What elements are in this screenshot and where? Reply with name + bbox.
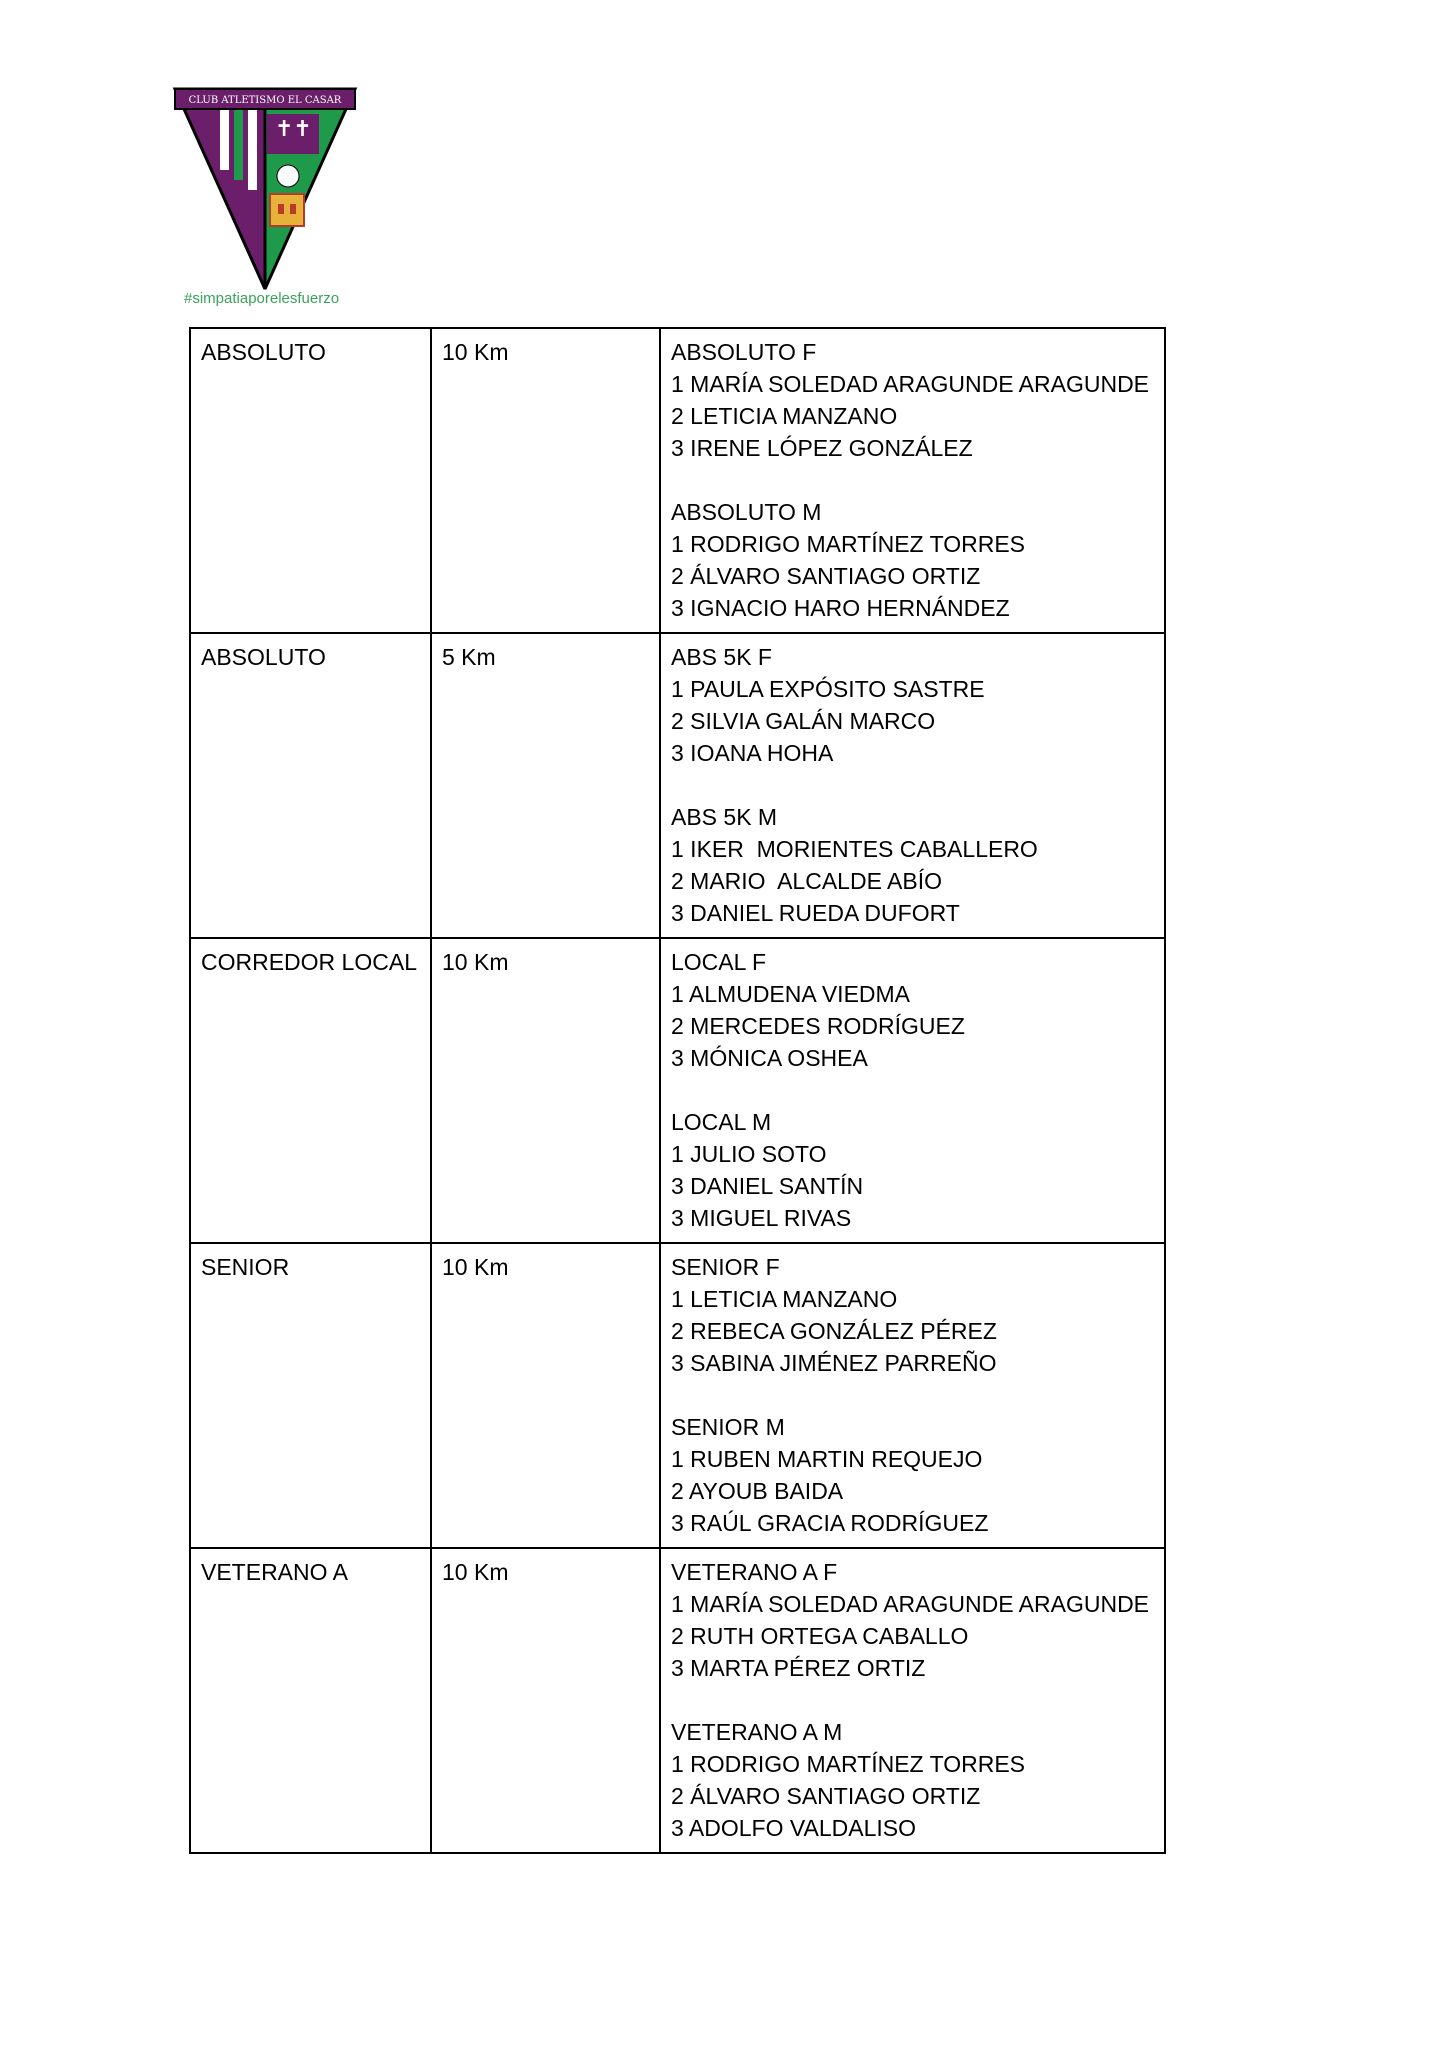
winner-entry: 2 REBECA GONZÁLEZ PÉREZ [671,1318,997,1344]
winners-cell [660,328,1165,633]
winner-entry: 3 IRENE LÓPEZ GONZÁLEZ [671,435,973,461]
winner-entry: 3 DANIEL SANTÍN [671,1173,864,1199]
winner-entry: 3 IGNACIO HARO HERNÁNDEZ [671,595,1010,621]
group-spacer [671,1074,1154,1106]
winner-entry: 2 MERCEDES RODRÍGUEZ [671,1013,965,1039]
winner-entry: 3 MIGUEL RIVAS [671,1205,852,1231]
group-title: LOCAL F [671,949,767,975]
group-title: SENIOR F [671,1254,780,1280]
category-cell: ABSOLUTO [190,328,431,633]
winner-entry: 1 JULIO SOTO [671,1141,827,1167]
distance-cell: 10 Km [431,1243,660,1548]
winner-entry: 3 MARTA PÉREZ ORTIZ [671,1655,926,1681]
group-spacer [671,769,1154,801]
winner-entry: 1 RODRIGO MARTÍNEZ TORRES [671,1751,1025,1777]
category-cell: CORREDOR LOCAL [190,938,431,1243]
table-row [190,633,1165,938]
winner-entry: 2 AYOUB BAIDA [671,1478,844,1504]
svg-text:CLUB ATLETISMO EL CASAR: CLUB ATLETISMO EL CASAR [188,95,342,106]
distance-cell: 10 Km [431,328,660,633]
winner-entry: 1 LETICIA MANZANO [671,1286,898,1312]
distance-cell: 10 Km [431,1548,660,1853]
winner-entry: 3 IOANA HOHA [671,740,834,766]
group-title: SENIOR M [671,1414,785,1440]
winner-entry: 1 MARÍA SOLEDAD ARAGUNDE ARAGUNDE [671,1591,1150,1617]
svg-text:✝✝: ✝✝ [275,117,312,142]
winners-cell [660,1243,1165,1548]
distance-cell: 5 Km [431,633,660,938]
group-title: ABS 5K M [671,804,778,830]
winner-entry: 3 MÓNICA OSHEA [671,1045,868,1071]
group-title: LOCAL M [671,1109,772,1135]
winners-cell [660,1548,1165,1853]
category-cell: ABSOLUTO [190,633,431,938]
group-title: ABSOLUTO F [671,339,817,365]
group-spacer [671,1379,1154,1411]
category-cell: SENIOR [190,1243,431,1548]
group-title: VETERANO A M [671,1719,843,1745]
winner-entry: 2 SILVIA GALÁN MARCO [671,708,936,734]
winner-entry: 3 DANIEL RUEDA DUFORT [671,900,960,926]
winner-entry: 2 ÁLVARO SANTIAGO ORTIZ [671,563,981,589]
club-logo [170,84,360,294]
winner-entry: 2 MARIO ALCALDE ABÍO [671,868,942,894]
club-hashtag: #simpatiaporelesfuerzo [184,290,340,307]
group-title: ABSOLUTO M [671,499,822,525]
results-table [189,327,1166,1854]
winner-entry: 3 RAÚL GRACIA RODRÍGUEZ [671,1510,989,1536]
winner-entry: 2 ÁLVARO SANTIAGO ORTIZ [671,1783,981,1809]
winner-entry: 2 RUTH ORTEGA CABALLO [671,1623,969,1649]
group-spacer [671,464,1154,496]
winner-entry: 2 LETICIA MANZANO [671,403,898,429]
winners-cell [660,938,1165,1243]
winner-entry: 1 MARÍA SOLEDAD ARAGUNDE ARAGUNDE [671,371,1150,397]
group-title: VETERANO A F [671,1559,838,1585]
winner-entry: 1 RODRIGO MARTÍNEZ TORRES [671,531,1025,557]
winner-entry: 3 SABINA JIMÉNEZ PARREÑO [671,1350,997,1376]
group-spacer [671,1684,1154,1716]
winner-entry: 1 IKER MORIENTES CABALLERO [671,836,1038,862]
table-row [190,938,1165,1243]
group-title: ABS 5K F [671,644,772,670]
winner-entry: 1 RUBEN MARTIN REQUEJO [671,1446,983,1472]
winner-entry: 1 ALMUDENA VIEDMA [671,981,911,1007]
distance-cell: 10 Km [431,938,660,1243]
table-row [190,1548,1165,1853]
table-row [190,328,1165,633]
winner-entry: 3 ADOLFO VALDALISO [671,1815,917,1841]
winners-cell [660,633,1165,938]
winner-entry: 1 PAULA EXPÓSITO SASTRE [671,676,985,702]
table-row [190,1243,1165,1548]
category-cell: VETERANO A [190,1548,431,1853]
